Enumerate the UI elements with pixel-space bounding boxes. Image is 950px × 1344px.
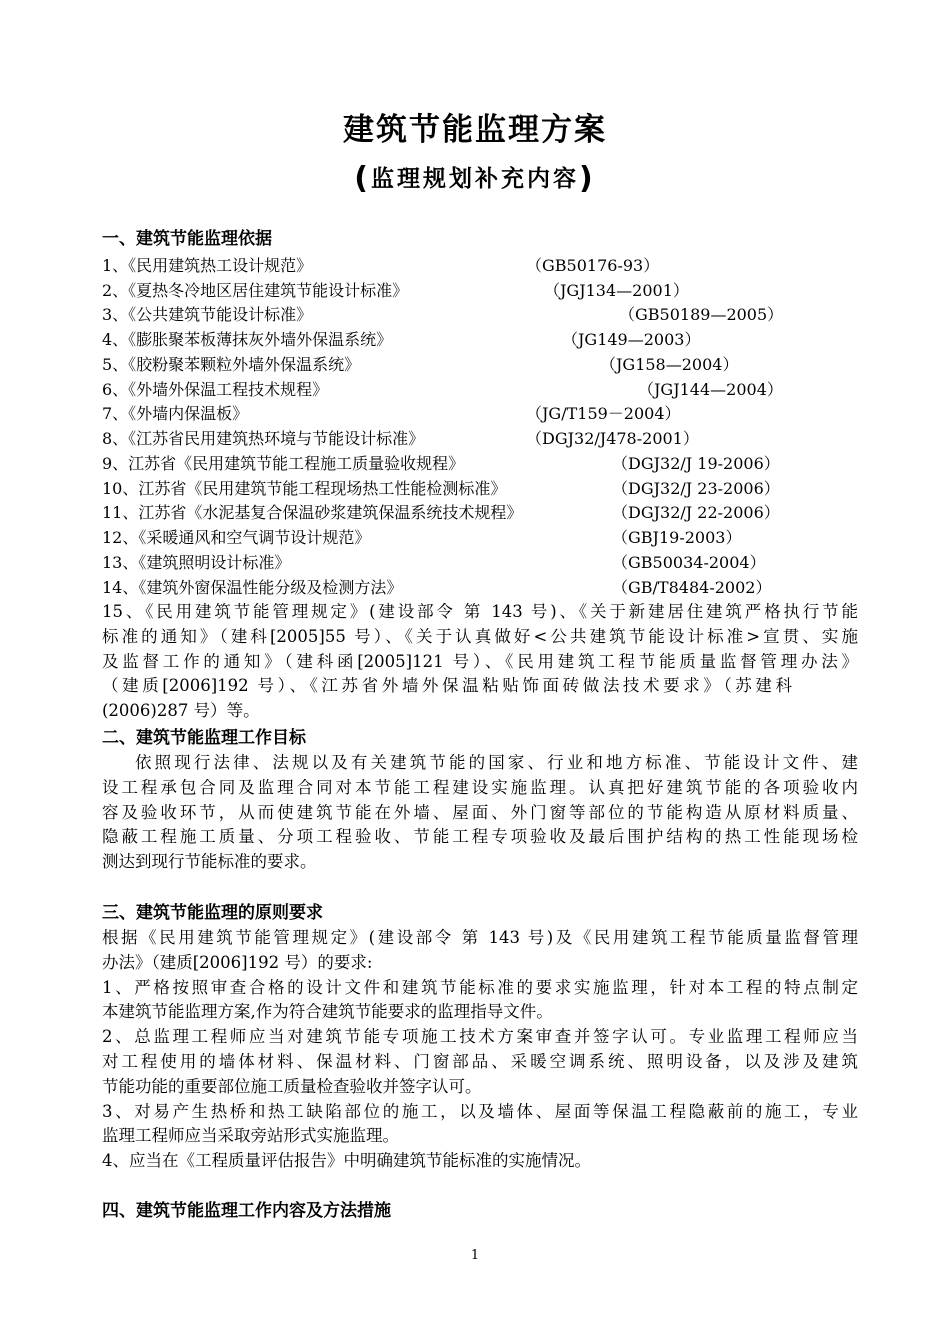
reference-item xyxy=(102,575,772,600)
reference-title: 4、《膨胀聚苯板薄抹灰外墙外保温系统》 xyxy=(102,330,393,349)
text-line: 本建筑节能监理方案,作为符合建筑节能要求的监理指导文件。 xyxy=(102,1002,553,1022)
text-line: 2、总监理工程师应当对建筑节能专项施工技术方案审查并签字认可。专业监理工程师应当 xyxy=(102,1027,858,1047)
reference-item xyxy=(102,352,739,377)
reference-code: （GB50176-93） xyxy=(526,256,660,275)
text-line: 对工程使用的墙体材料、保温材料、门窗部品、采暖空调系统、照明设备，以及涉及建筑 xyxy=(102,1051,858,1071)
reference-title: 9、江苏省《民用建筑节能工程施工质量验收规程》 xyxy=(102,454,465,473)
text-line: 监理工程师应当采取旁站形式实施监理。 xyxy=(102,1126,399,1146)
text-line: 节能功能的重要部位施工质量检查验收并签字认可。 xyxy=(102,1076,482,1096)
reference-code: （GB/T8484-2002） xyxy=(612,578,772,597)
reference-title: 5、《胶粉聚苯颗粒外墙外保温系统》 xyxy=(102,355,361,374)
text-line: 及监督工作的通知》（建科函[2005]121 号）、《民用建筑工程节能质量监督管理办法》 xyxy=(102,651,858,671)
text-line: 依照现行法律、法规以及有关建筑节能的国家、行业和地方标准、节能设计文件、建 xyxy=(135,753,858,772)
reference-code: （DGJ32/J 22-2006） xyxy=(612,503,780,522)
reference-code: （JG/T159－2004） xyxy=(526,404,681,423)
text-line: 办法》（建质[2006]192 号）的要求: xyxy=(102,952,373,972)
reference-item xyxy=(102,278,689,303)
text-line: 1、严格按照审查合格的设计文件和建筑节能标准的要求实施监理，针对本工程的特点制定 xyxy=(102,977,858,997)
section-heading: 二、建筑节能监理工作目标 xyxy=(102,728,306,748)
reference-code: （GB50034-2004） xyxy=(612,553,766,572)
text-line: 4、应当在《工程质量评估报告》中明确建筑节能标准的实施情况。 xyxy=(102,1151,591,1171)
subtitle-close-paren: ) xyxy=(579,161,596,196)
reference-title: 3、《公共建筑节能设计标准》 xyxy=(102,305,313,324)
reference-title: 10、江苏省《民用建筑节能工程现场热工性能检测标准》 xyxy=(102,479,507,498)
reference-item xyxy=(102,401,681,426)
reference-code: （DGJ32/J478-2001） xyxy=(526,429,699,448)
reference-title: 12、《采暖通风和空气调节设计规范》 xyxy=(102,528,371,547)
text-line: (2006)287 号）等。 xyxy=(102,701,260,721)
reference-item xyxy=(102,451,780,476)
subtitle-text: 监理规划补充内容 xyxy=(371,166,579,192)
reference-title: 14、《建筑外窗保温性能分级及检测方法》 xyxy=(102,578,403,597)
reference-code: （JG158—2004） xyxy=(600,355,739,374)
subtitle-open-paren: ( xyxy=(354,161,371,196)
reference-code: （DGJ32/J 19-2006） xyxy=(612,454,780,473)
page-number: 1 xyxy=(470,1248,480,1263)
reference-item xyxy=(102,500,780,525)
reference-item xyxy=(102,302,784,327)
section-heading: 一、建筑节能监理依据 xyxy=(102,229,272,249)
reference-item xyxy=(102,327,701,352)
text-line: 标准的通知》（建科[2005]55 号）、《关于认真做好<公共建筑节能设计标准>宣贯、实施 xyxy=(102,626,858,646)
reference-item-15 xyxy=(102,600,858,724)
reference-title: 13、《建筑照明设计标准》 xyxy=(102,553,291,572)
reference-code: （GBJ19-2003） xyxy=(612,528,742,547)
text-line: 测达到现行节能标准的要求。 xyxy=(102,852,317,872)
section-heading: 四、建筑节能监理工作内容及方法措施 xyxy=(102,1201,391,1221)
reference-code: （JGJ144—2004） xyxy=(638,380,783,399)
reference-code: （JGJ134—2001） xyxy=(544,281,689,300)
reference-title: 8、《江苏省民用建筑热环境与节能设计标准》 xyxy=(102,429,425,448)
reference-code: （DGJ32/J 23-2006） xyxy=(612,479,780,498)
section-paragraph xyxy=(102,926,858,1174)
reference-item xyxy=(102,550,766,575)
text-line: 根据《民用建筑节能管理规定》(建设部令 第 143 号)及《民用建筑工程节能质量监督管理 xyxy=(102,928,858,947)
reference-item xyxy=(102,253,660,278)
reference-item xyxy=(102,377,783,402)
reference-item xyxy=(102,525,742,550)
text-line: 设工程承包合同及监理合同对本节能工程建设实施监理。认真把好建筑节能的各项验收内 xyxy=(102,777,858,797)
text-line: 隐蔽工程施工质量、分项工程验收、节能工程专项验收及最后围护结构的热工性能现场检 xyxy=(102,827,858,847)
reference-title: 11、江苏省《水泥基复合保温砂浆建筑保温系统技术规程》 xyxy=(102,503,523,522)
reference-title: 2、《夏热冬冷地区居住建筑节能设计标准》 xyxy=(102,281,409,300)
text-line: 3、对易产生热桥和热工缺陷部位的施工，以及墙体、屋面等保温工程隐蔽前的施工，专业 xyxy=(102,1101,858,1121)
document-subtitle xyxy=(0,160,950,196)
reference-code: （GB50189—2005） xyxy=(619,305,784,324)
reference-item xyxy=(102,426,699,451)
text-line: 15、《民用建筑节能管理规定》(建设部令 第 143 号)、《关于新建居住建筑严格执行节能 xyxy=(102,602,858,621)
reference-title: 6、《外墙外保温工程技术规程》 xyxy=(102,380,329,399)
section-paragraph xyxy=(102,751,858,875)
reference-item xyxy=(102,476,780,501)
reference-title: 1、《民用建筑热工设计规范》 xyxy=(102,256,313,275)
reference-title: 7、《外墙内保温板》 xyxy=(102,404,249,423)
text-line: （建质[2006]192 号）、《江苏省外墙外保温粘贴饰面砖做法技术要求》（苏建科 xyxy=(102,676,792,696)
section-heading: 三、建筑节能监理的原则要求 xyxy=(102,903,323,923)
text-line: 容及验收环节，从而使建筑节能在外墙、屋面、外门窗等部位的节能构造从原材料质量、 xyxy=(102,802,858,822)
document-title: 建筑节能监理方案 xyxy=(343,112,607,148)
reference-code: （JG149—2003） xyxy=(562,330,701,349)
